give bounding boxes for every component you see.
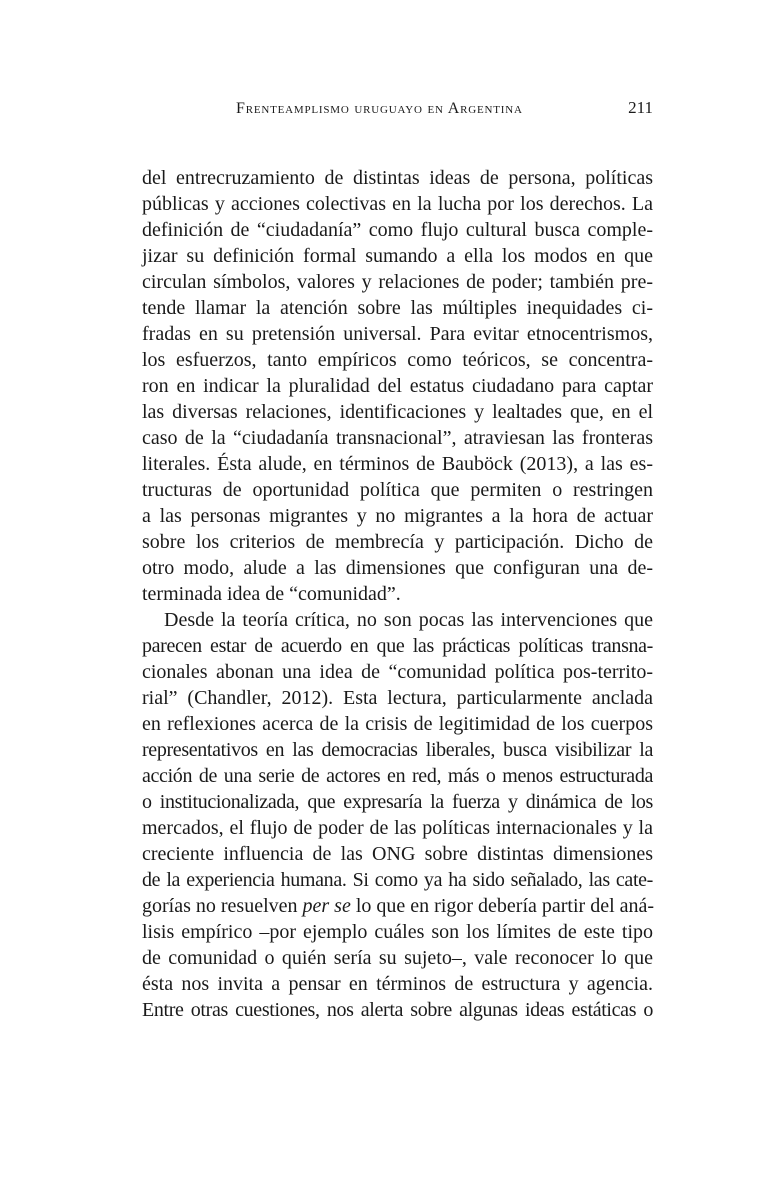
text-line: creciente influencia de las ONG sobre distintas dimensiones xyxy=(142,843,653,865)
body-text xyxy=(142,165,653,1023)
text-line: acción de una serie de actores en red, más o menos estructurada xyxy=(142,765,653,787)
text-line: lisis empírico –por ejemplo cuáles son los límites de este tipo xyxy=(142,921,653,943)
text-line: caso de la “ciudadanía transnacional”, atraviesan las fronteras xyxy=(142,427,653,449)
text-line: cionales abonan una idea de “comunidad política pos-territo- xyxy=(142,661,653,683)
text-line: en reflexiones acerca de la crisis de legitimidad de los cuerpos xyxy=(142,713,653,735)
text-segment: gorías no resuelven xyxy=(142,895,303,917)
text-line: literales. Ésta alude, en términos de Bauböck (2013), a las es- xyxy=(142,453,653,475)
text-line: de comunidad o quién sería su sujeto–, vale reconocer lo que xyxy=(142,947,653,969)
text-line: representativos en las democracias liberales, busca visibilizar la xyxy=(142,739,653,761)
paragraph-end-line: terminada idea de “comunidad”. xyxy=(142,583,401,605)
text-line: ron en indicar la pluralidad del estatus ciudadano para captar xyxy=(142,375,653,397)
text-line: rial” (Chandler, 2012). Esta lectura, particularmente anclada xyxy=(142,687,653,709)
text-line: las diversas relaciones, identificaciones y lealtades que, en el xyxy=(142,401,653,423)
running-header xyxy=(142,98,653,122)
text-line: definición de “ciudadanía” como flujo cultural busca comple- xyxy=(142,219,653,241)
text-line: otro modo, alude a las dimensiones que configuran una de- xyxy=(142,557,653,579)
text-line: ésta nos invita a pensar en términos de estructura y agencia. xyxy=(142,973,653,995)
text-line: fradas en su pretensión universal. Para evitar etnocentrismos, xyxy=(142,323,653,345)
text-line: parecen estar de acuerdo en que las prácticas políticas transna- xyxy=(142,635,653,657)
paragraph-start-line: Desde la teoría crítica, no son pocas las intervenciones que xyxy=(164,609,653,631)
text-line: o institucionalizada, que expresaría la fuerza y dinámica de los xyxy=(142,791,653,813)
text-line: mercados, el flujo de poder de las políticas internacionales y la xyxy=(142,817,653,839)
text-segment: lo que en rigor debería partir del aná- xyxy=(350,895,655,917)
text-line: públicas y acciones colectivas en la lucha por los derechos. La xyxy=(142,193,653,215)
text-line: jizar su definición formal sumando a ella los modos en que xyxy=(142,245,653,267)
text-line-with-italic xyxy=(142,893,653,919)
text-line: de la experiencia humana. Si como ya ha sido señalado, las cate- xyxy=(142,869,653,891)
text-line: del entrecruzamiento de distintas ideas de persona, políticas xyxy=(142,167,653,189)
text-line: circulan símbolos, valores y relaciones de poder; también pre- xyxy=(142,271,653,293)
text-line: tructuras de oportunidad política que permiten o restringen xyxy=(142,479,653,501)
italic-phrase: per se xyxy=(302,895,351,917)
text-line: a las personas migrantes y no migrantes a la hora de actuar xyxy=(142,505,653,527)
text-line: sobre los criterios de membrecía y participación. Dicho de xyxy=(142,531,653,553)
page-number: 211 xyxy=(628,98,653,117)
text-line: tende llamar la atención sobre las múltiples inequidades ci- xyxy=(142,297,653,319)
text-line: Entre otras cuestiones, nos alerta sobre algunas ideas estáticas o xyxy=(142,999,653,1021)
text-line: los esfuerzos, tanto empíricos como teóricos, se concentra- xyxy=(142,349,653,371)
running-title: Frenteamplismo uruguayo en Argentina xyxy=(236,100,523,117)
